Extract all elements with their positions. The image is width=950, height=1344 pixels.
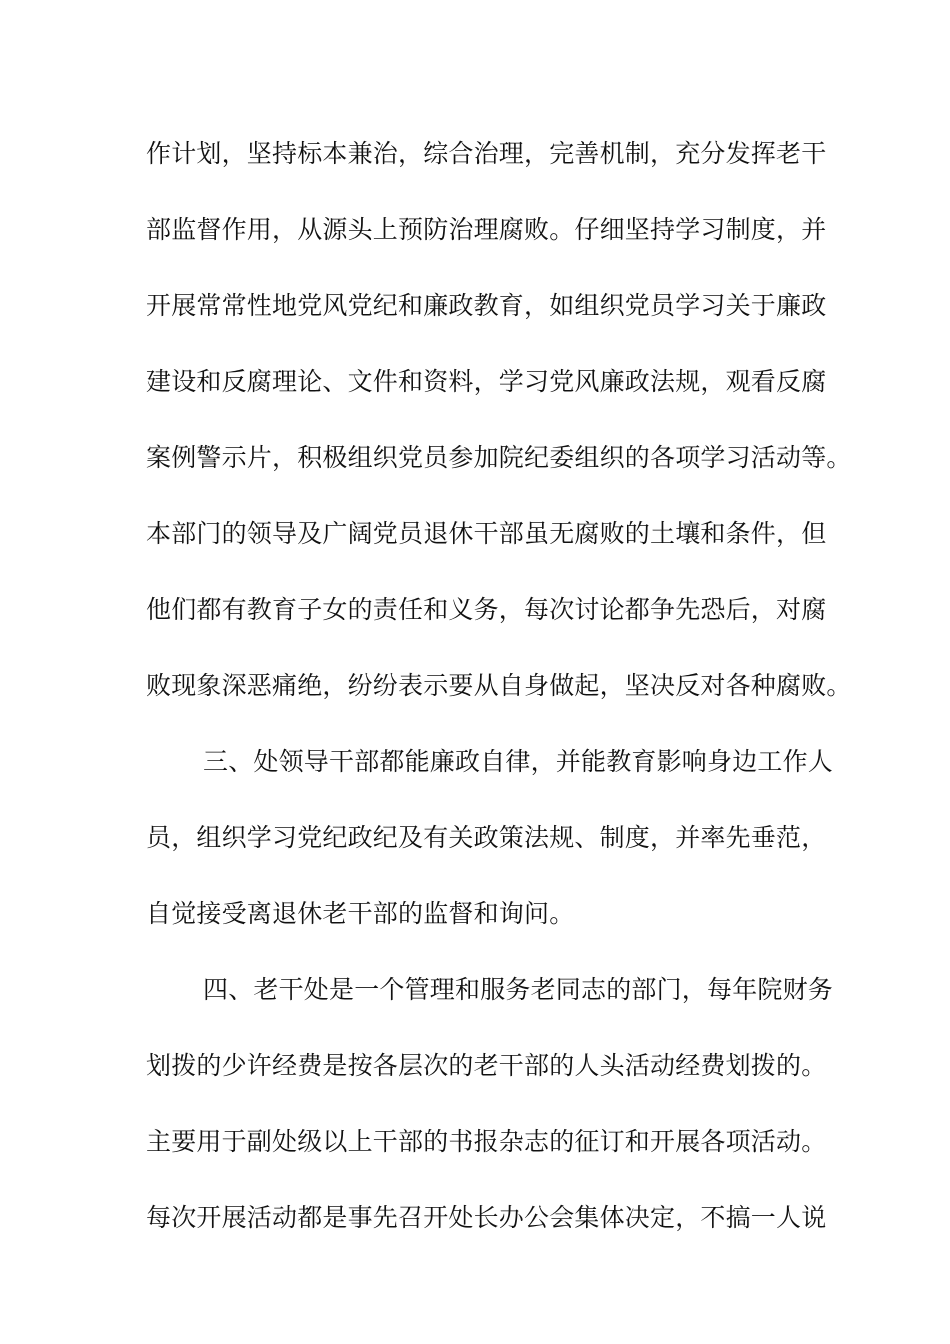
text-line: 每次开展活动都是事先召开处长办公会集体决定，不搞一人说	[146, 1203, 827, 1232]
text-line: 员，组织学习党纪政纪及有关政策法规、制度，并率先垂范，	[146, 823, 827, 852]
text-line: 作计划，坚持标本兼治，综合治理，完善机制，充分发挥老干	[146, 139, 827, 168]
text-line: 开展常常性地党风党纪和廉政教育，如组织党员学习关于廉政	[146, 291, 827, 320]
text-line: 案例警示片，积极组织党员参加院纪委组织的各项学习活动等。	[146, 443, 852, 472]
text-line: 建设和反腐理论、文件和资料，学习党风廉政法规，观看反腐	[146, 367, 827, 396]
body-text	[146, 126, 852, 1266]
paragraph-start-line: 四、老干处是一个管理和服务老同志的部门，每年院财务	[203, 975, 834, 1004]
text-line: 本部门的领导及广阔党员退休干部虽无腐败的土壤和条件，但	[146, 519, 827, 548]
text-line: 他们都有教育子女的责任和义务，每次讨论都争先恐后，对腐	[146, 595, 827, 624]
text-line: 败现象深恶痛绝，纷纷表示要从自身做起，坚决反对各种腐败。	[146, 671, 852, 700]
text-line: 部监督作用，从源头上预防治理腐败。仔细坚持学习制度，并	[146, 215, 827, 244]
text-line: 主要用于副处级以上干部的书报杂志的征订和开展各项活动。	[146, 1127, 827, 1156]
paragraph-start-line: 三、处领导干部都能廉政自律，并能教育影响身边工作人	[203, 747, 834, 776]
text-line: 划拨的少许经费是按各层次的老干部的人头活动经费划拨的。	[146, 1051, 827, 1080]
text-line: 自觉接受离退休老干部的监督和询问。	[146, 899, 575, 928]
